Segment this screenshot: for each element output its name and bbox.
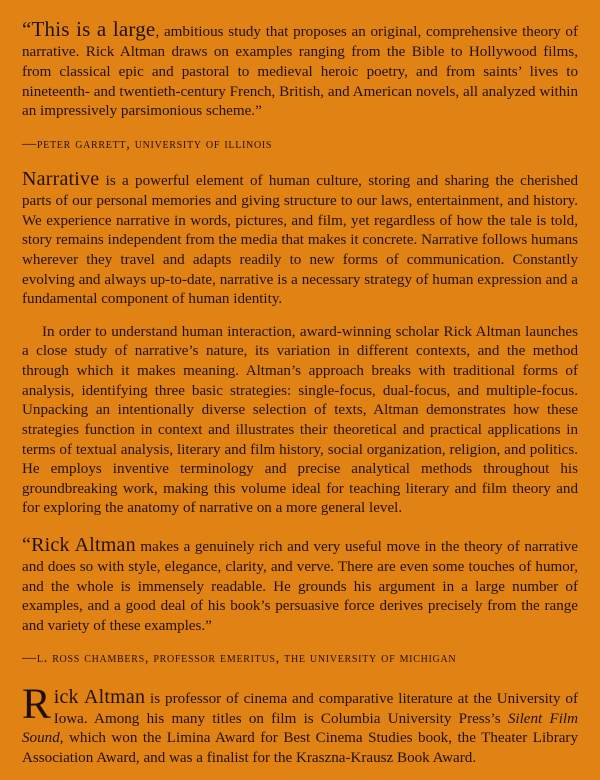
author-bio — [22, 680, 579, 769]
description-lead: Narrative — [22, 168, 100, 191]
description-paragraph-2: In order to understand human interaction, award-winning scholar Rick Altman launches a close study of narrative’s nature, its variation in different contexts, and the method through which it makes meaning. Altman’s approach breaks with traditional forms of analysis, identifying three basic strategies: single-focus, dual-focus, and multiple-focus. Unpacking an intentionally diverse selection of texts, Altman demonstrates how these strategies function in context and illustrates their theoretical and practical applications in terms of textual analysis, literary and film history, social organization, religion, and politics. He employs inventive terminology and precise analytical methods throughout his groundbreaking work, making this volume ideal for teaching literary and film theory and for exploring the anatomy of narrative on a more general level. — [22, 323, 578, 517]
blurb-garrett-body: , ambitious study that proposes an original, comprehensive theory of narrative. Rick Altman draws on examples ranging from the Bible to Hollywood films, from classical epic and pastoral to medieval heroic poetry, and from saints’ lives to nineteenth- and twentieth-century French, British, and American novels, all analyzed within an impressively parsimonious scheme.” — [22, 24, 578, 120]
author-bio-body-2: , which won the Limina Award for Best Cinema Studies book, the Theater Library Association Award, and was a finalist for the Kraszna-Krausz Book Award. — [22, 730, 578, 767]
author-bio-title-italic: Silent Film Sound — [22, 710, 579, 747]
blurb-chambers-lead: “Rick Altman — [22, 533, 136, 556]
blurb-garrett-attribution: —peter garrett, university of illinois — [22, 135, 273, 152]
blurb-chambers — [22, 532, 578, 636]
author-bio-text — [22, 680, 579, 769]
description-paragraph-1 — [22, 166, 578, 310]
author-bio-body-1: is professor of cinema and comparative literature at the University of Iowa. Among his many titles on film is Columbia University Press’s — [53, 690, 578, 727]
blurb-garrett — [22, 16, 578, 122]
blurb-garrett-lead: “This is a large — [22, 17, 156, 41]
description-paragraph-1-body: is a powerful element of human culture, storing and sharing the cherished parts of our personal memories and giving structure to our laws, entertainment, and history. We experience narrative in words, pictures, and film, yet regardless of how the tale is told, story remains independent from the media that makes it concrete. Narrative follows humans wherever they travel and adapts readily to new forms of communication. Constantly evolving and always up-to-date, narrative is a necessary strategy of human expression and a fundamental component of human identity. — [22, 173, 578, 308]
blurb-chambers-attribution: —l. ross chambers, professor emeritus, the university of michigan — [22, 650, 457, 667]
author-bio-dropcap: R — [22, 680, 51, 728]
blurb-chambers-body: makes a genuinely rich and very useful move in the theory of narrative and does so with style, elegance, clarity, and verve. There are even some touches of humor, and the whole is immensely readable. He grounds his argument in a large number of examples, and a good deal of his book’s persuasive force derives precisely from the range and variety of these examples.” — [22, 538, 578, 634]
author-bio-lead: ick Altman — [53, 685, 146, 708]
